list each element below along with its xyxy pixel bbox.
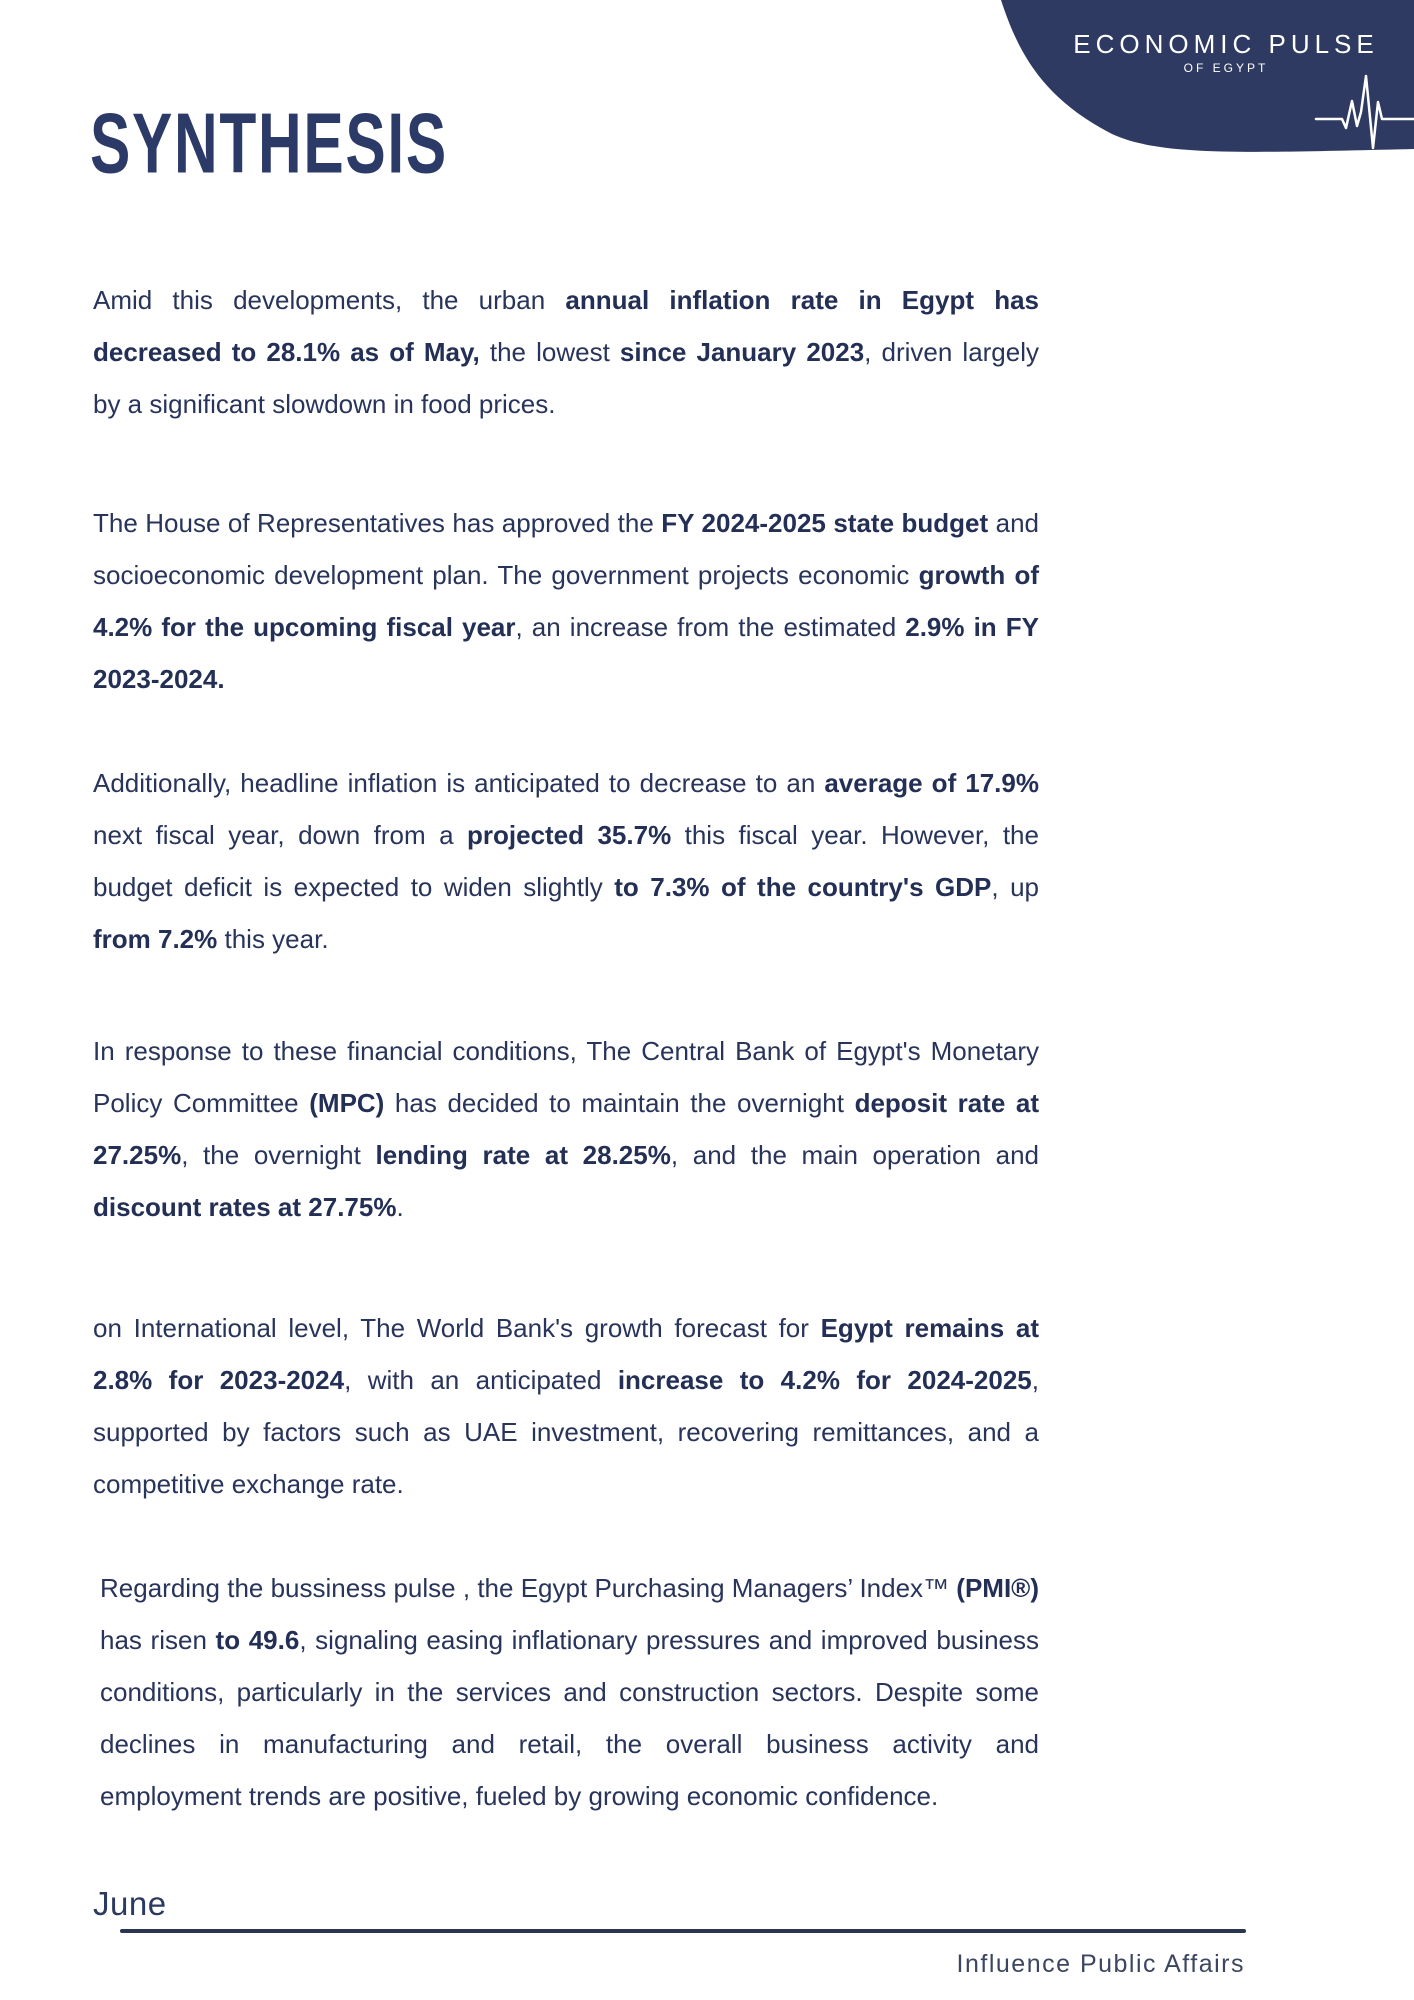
synthesis-body	[93, 274, 1039, 1822]
month-label: June	[93, 1885, 167, 1922]
paragraph-inflation: Amid this developments, the urban annual inflation rate in Egypt has decreased to 28.1% as of May, the lowest since January 2023, driven largely by a significant slowdown in food prices.	[93, 285, 1040, 419]
page-title: SYNTHESIS	[90, 97, 448, 192]
brand-subtitle: OF EGYPT	[1183, 61, 1269, 75]
brand-title: ECONOMIC PULSE	[1073, 29, 1379, 59]
footer-divider	[120, 1929, 1246, 1933]
brand-badge	[990, 0, 1414, 158]
brand-label	[1036, 30, 1414, 75]
credit-text: Influence Public Affairs	[956, 1950, 1245, 1978]
paragraph-world-bank: on International level, The World Bank's growth forecast for Egypt remains at 2.8% for 2023-2024, with an anticipated increase to 4.2% for 2024-2025, supported by factors such as UAE investment, recovering remittances, and a competitive exchange rate.	[93, 1313, 1039, 1499]
paragraph-pmi: Regarding the bussiness pulse , the Egypt Purchasing Managers’ Index™ (PMI®) has risen to 49.6, signaling easing inflationary pressures and improved business conditions, particularly in the services and construction sectors. Despite some declines in manufacturing and retail, the overall business activity and employment trends are positive, fueled by growing economic confidence.	[100, 1573, 1039, 1811]
paragraph-budget: The House of Representatives has approved the FY 2024-2025 state budget and socioeconomic development plan. The government projects economic growth of 4.2% for the upcoming fiscal year, an increase from the estimated 2.9% in FY 2023-2024.	[93, 508, 1039, 694]
badge-shape	[990, 0, 1414, 158]
paragraph-mpc-rates: In response to these financial conditions, The Central Bank of Egypt's Monetary Policy Committee (MPC) has decided to maintain the overnight deposit rate at 27.25%, the overnight lending rate at 28.25%, and the main operation and discount rates at 27.75%.	[93, 1036, 1040, 1222]
paragraph-headline-inflation: Additionally, headline inflation is anticipated to decrease to an average of 17.9% next fiscal year, down from a projected 35.7% this fiscal year. However, the budget deficit is expected to widen slightly to 7.3% of the country's GDP, up from 7.2% this year.	[93, 768, 1039, 954]
